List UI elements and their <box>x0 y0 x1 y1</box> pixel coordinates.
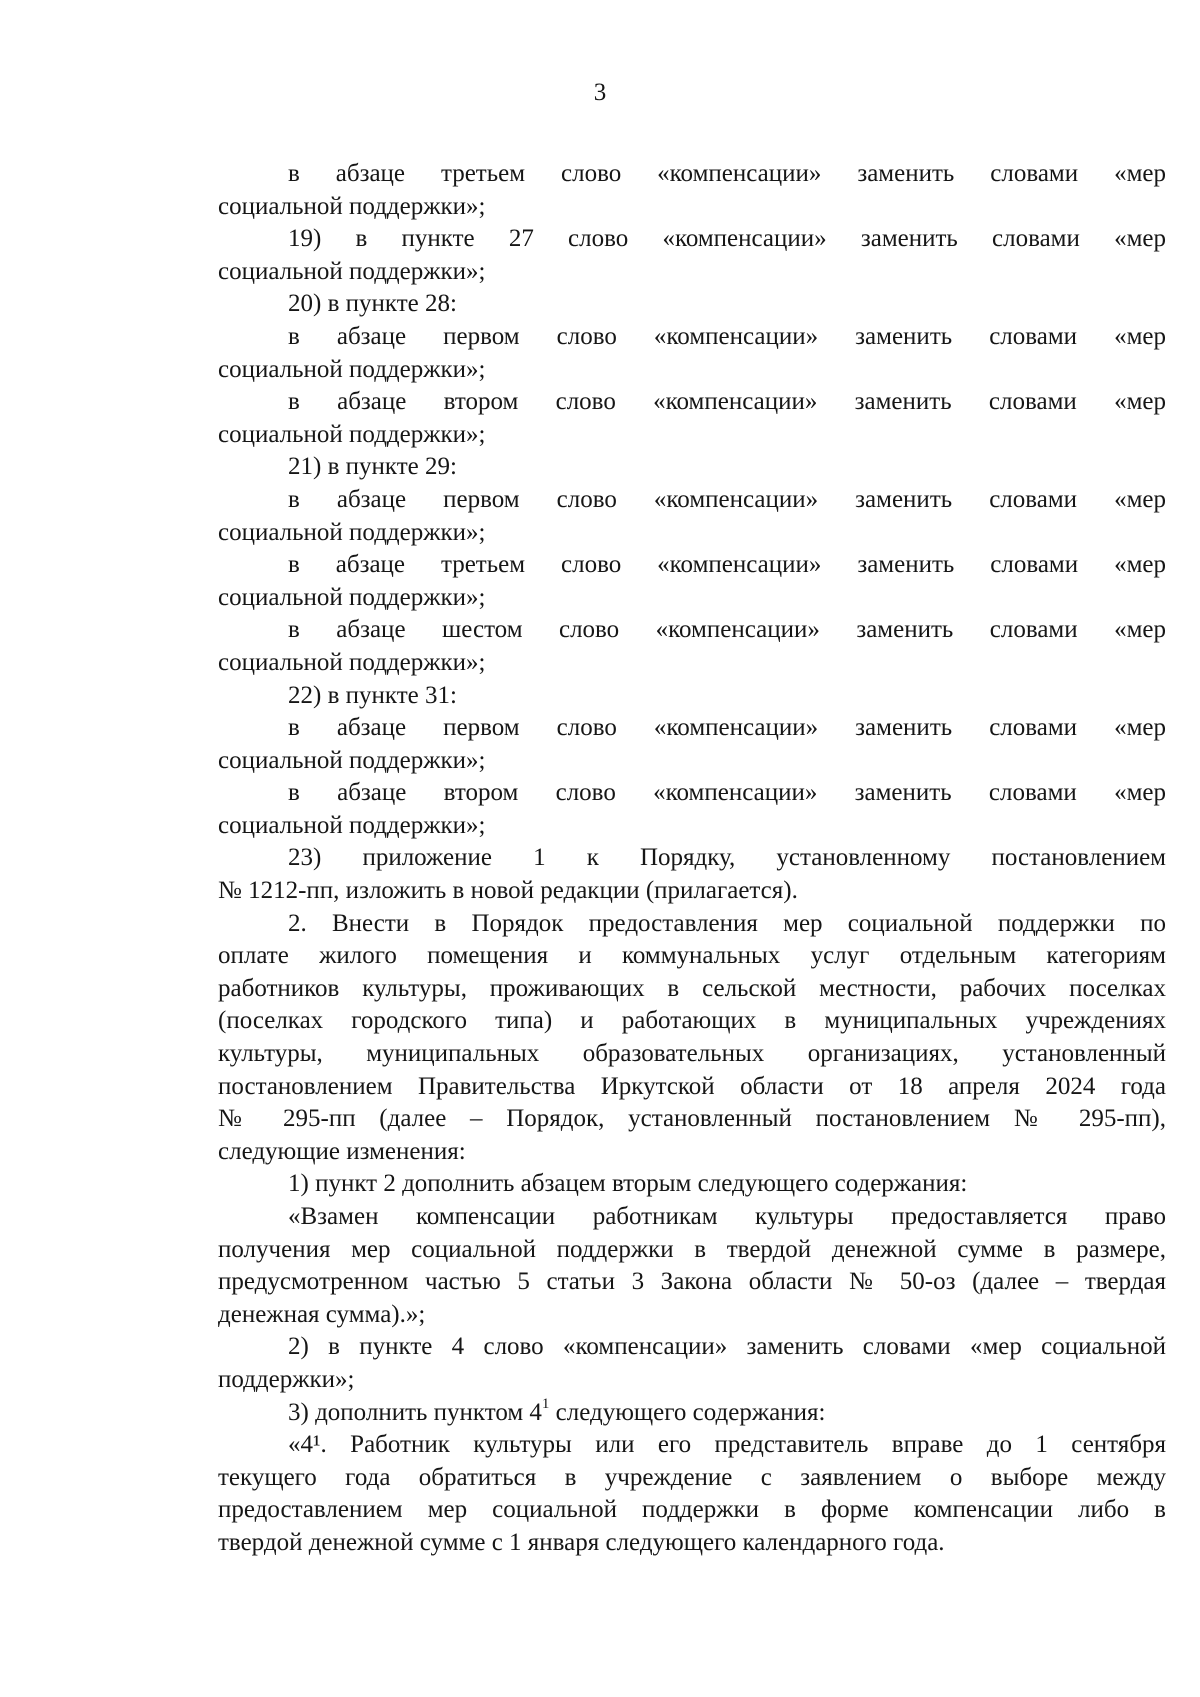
text-line: в абзаце третьем слово «компенсации» заменить словами «мер <box>288 551 1166 579</box>
text-line: социальной поддержки»; <box>218 420 486 448</box>
text-line: социальной поддержки»; <box>218 518 486 546</box>
paragraph <box>218 777 1166 842</box>
text-line: 2. Внести в Порядок предоставления мер социальной поддержки по <box>288 909 1166 937</box>
text-line: следующие изменения: <box>218 1137 466 1165</box>
text-line: 2) в пункте 4 слово «компенсации» заменить словами «мер социальной <box>288 1333 1166 1361</box>
text-line: социальной поддержки»; <box>218 648 486 676</box>
paragraph <box>218 1201 1166 1331</box>
text-line: 1) пункт 2 дополнить абзацем вторым следующего содержания: <box>288 1170 968 1198</box>
text-line: постановлением Правительства Иркутской области от 18 апреля 2024 года <box>218 1072 1166 1100</box>
paragraph <box>218 386 1166 451</box>
text-line: «Взамен компенсации работникам культуры предоставляется право <box>288 1203 1166 1230</box>
document-body <box>218 158 1166 1560</box>
text-line: 21) в пункте 29: <box>288 453 457 481</box>
paragraph <box>218 223 1166 288</box>
text-fragment: следующего содержания: <box>549 1398 826 1426</box>
paragraph <box>218 484 1166 549</box>
paragraph <box>218 158 1166 223</box>
text-line: социальной поддержки»; <box>218 192 486 220</box>
paragraph <box>218 1331 1166 1396</box>
text-line: № 295-пп (далее – Порядок, установленный постановлением № 295-пп), <box>218 1105 1166 1133</box>
paragraph <box>218 1429 1166 1559</box>
text-line: в абзаце втором слово «компенсации» заменить словами «мер <box>288 779 1166 807</box>
paragraph <box>218 842 1166 907</box>
paragraph <box>218 451 1166 484</box>
text-line: 22) в пункте 31: <box>288 681 457 709</box>
paragraph <box>218 614 1166 679</box>
text-line: в абзаце первом слово «компенсации» заменить словами «мер <box>288 485 1166 513</box>
text-line: работников культуры, проживающих в сельской местности, рабочих поселках <box>218 974 1166 1002</box>
text-line: текущего года обратиться в учреждение с заявлением о выборе между <box>218 1463 1166 1491</box>
text-line: № 1212-пп, изложить в новой редакции (прилагается). <box>218 877 798 905</box>
paragraph <box>218 680 1166 713</box>
text-line: социальной поддержки»; <box>218 746 486 774</box>
paragraph <box>218 1397 1166 1430</box>
paragraph <box>218 1168 1166 1201</box>
text-line: в абзаце первом слово «компенсации» заменить словами «мер <box>288 714 1166 742</box>
text-line: в абзаце третьем слово «компенсации» заменить словами «мер <box>288 160 1166 187</box>
text-line: в абзаце шестом слово «компенсации» заменить словами «мер <box>288 616 1166 644</box>
paragraph <box>218 549 1166 614</box>
text-line: предусмотренном частью 5 статьи 3 Закона области № 50-оз (далее – твердая <box>218 1268 1166 1296</box>
text-line: получения мер социальной поддержки в твердой денежной сумме в размере, <box>218 1235 1166 1263</box>
text-line: 19) в пункте 27 слово «компенсации» заменить словами «мер <box>288 225 1166 253</box>
text-line: оплате жилого помещения и коммунальных услуг отдельным категориям <box>218 942 1166 970</box>
text-line: поддержки»; <box>218 1365 355 1393</box>
text-line: в абзаце первом слово «компенсации» заменить словами «мер <box>288 322 1166 350</box>
text-line: «4¹. Работник культуры или его представитель вправе до 1 сентября <box>288 1431 1166 1459</box>
text-line: 23) приложение 1 к Порядку, установленному постановлением <box>288 844 1166 872</box>
superscript: 1 <box>541 1396 550 1413</box>
text-line: 20) в пункте 28: <box>288 290 457 318</box>
text-line: социальной поддержки»; <box>218 355 486 383</box>
paragraph <box>218 288 1166 321</box>
text-line: (поселках городского типа) и работающих в муниципальных учреждениях <box>218 1007 1166 1035</box>
text-line: денежная сумма).»; <box>218 1300 426 1328</box>
text-fragment: 3) дополнить пунктом 4 <box>288 1398 542 1426</box>
paragraph <box>218 908 1166 1169</box>
text-line: в абзаце втором слово «компенсации» заменить словами «мер <box>288 388 1166 416</box>
page-number: 3 <box>593 79 607 106</box>
text-line: социальной поддержки»; <box>218 583 486 611</box>
text-line: социальной поддержки»; <box>218 811 486 839</box>
text-line <box>218 1397 1166 1430</box>
text-line: культуры, муниципальных образовательных организациях, установленный <box>218 1040 1166 1068</box>
paragraph <box>218 321 1166 386</box>
text-line: социальной поддержки»; <box>218 257 486 285</box>
text-line: предоставлением мер социальной поддержки в форме компенсации либо в <box>218 1496 1166 1524</box>
paragraph <box>218 712 1166 777</box>
text-line: твердой денежной сумме с 1 января следующего календарного года. <box>218 1528 945 1556</box>
